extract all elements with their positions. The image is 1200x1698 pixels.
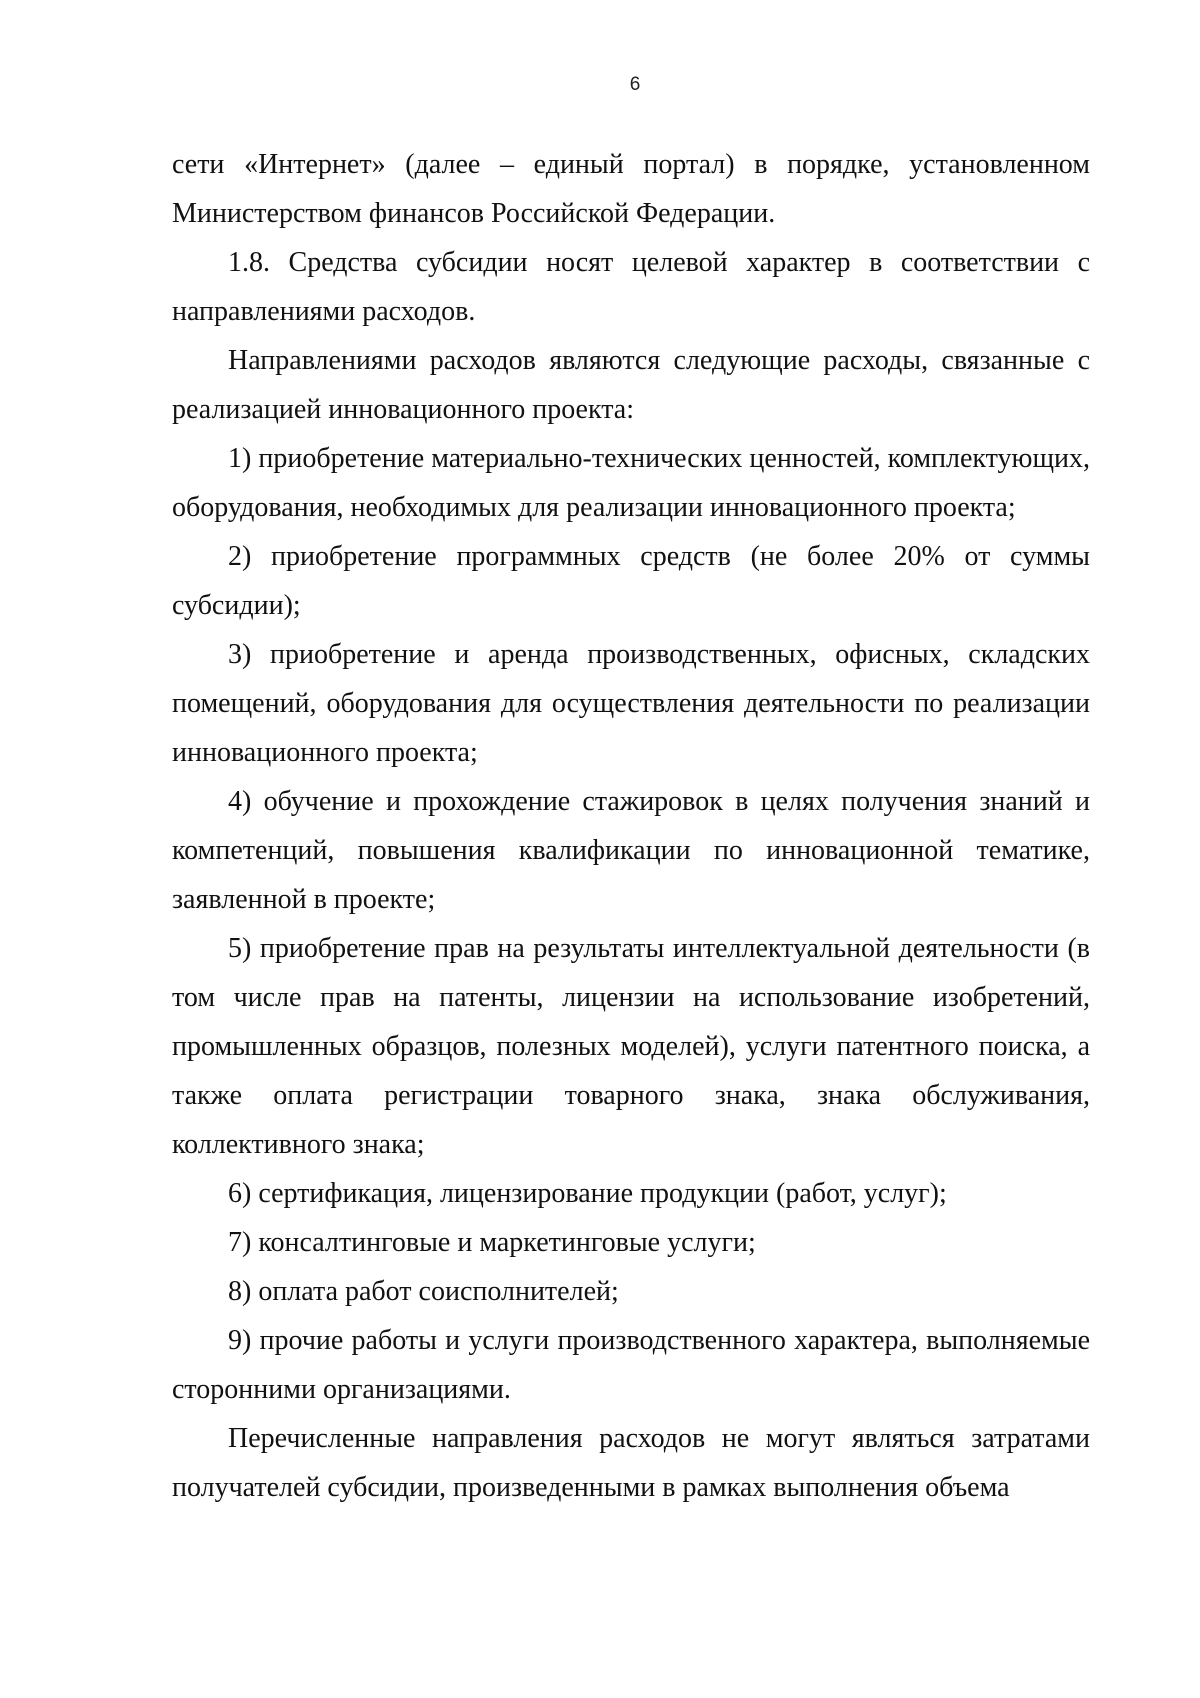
list-item-8: 8) оплата работ соисполнителей; xyxy=(228,1276,619,1307)
paragraph-expense-directions: Направлениями расходов являются следующие расходы, связанные с реализацией инновационного проекта: xyxy=(172,345,1090,425)
list-item-1: 1) приобретение материально-технических ценностей, комплектующих, оборудования, необходимых для реализации инновационного проекта; xyxy=(172,443,1090,523)
document-body xyxy=(172,140,1090,1512)
list-item-4: 4) обучение и прохождение стажировок в целях получения знаний и компетенций, повышения квалификации по инновационной тематике, заявленной в проекте; xyxy=(172,786,1090,915)
list-item-6: 6) сертификация, лицензирование продукции (работ, услуг); xyxy=(228,1178,947,1209)
paragraph-portal-continuation: сети «Интернет» (далее – единый портал) в порядке, установленном Министерством финансов Российской Федерации. xyxy=(172,149,1090,229)
list-item-7: 7) консалтинговые и маркетинговые услуги; xyxy=(228,1227,756,1258)
paragraph-listed-directions: Перечисленные направления расходов не могут являться затратами получателей субсидии, произведенными в рамках выполнения объема xyxy=(172,1423,1090,1503)
list-item-5: 5) приобретение прав на результаты интеллектуальной деятельности (в том числе прав на патенты, лицензии на использование изобретений, промышленных образцов, полезных моделей), услуги патентного поиска, а также оплата регистрации товарного знака, знака обслуживания, коллективного знака; xyxy=(172,933,1090,1160)
list-item-3: 3) приобретение и аренда производственных, офисных, складских помещений, оборудования для осуществления деятельности по реализации инновационного проекта; xyxy=(172,639,1090,768)
list-item-9: 9) прочие работы и услуги производственного характера, выполняемые сторонними организациями. xyxy=(172,1325,1090,1405)
paragraph-1-8: 1.8. Средства субсидии носят целевой характер в соответствии с направлениями расходов. xyxy=(172,247,1090,327)
list-item-2: 2) приобретение программных средств (не более 20% от суммы субсидии); xyxy=(172,541,1090,621)
page-number: 6 xyxy=(629,74,641,95)
